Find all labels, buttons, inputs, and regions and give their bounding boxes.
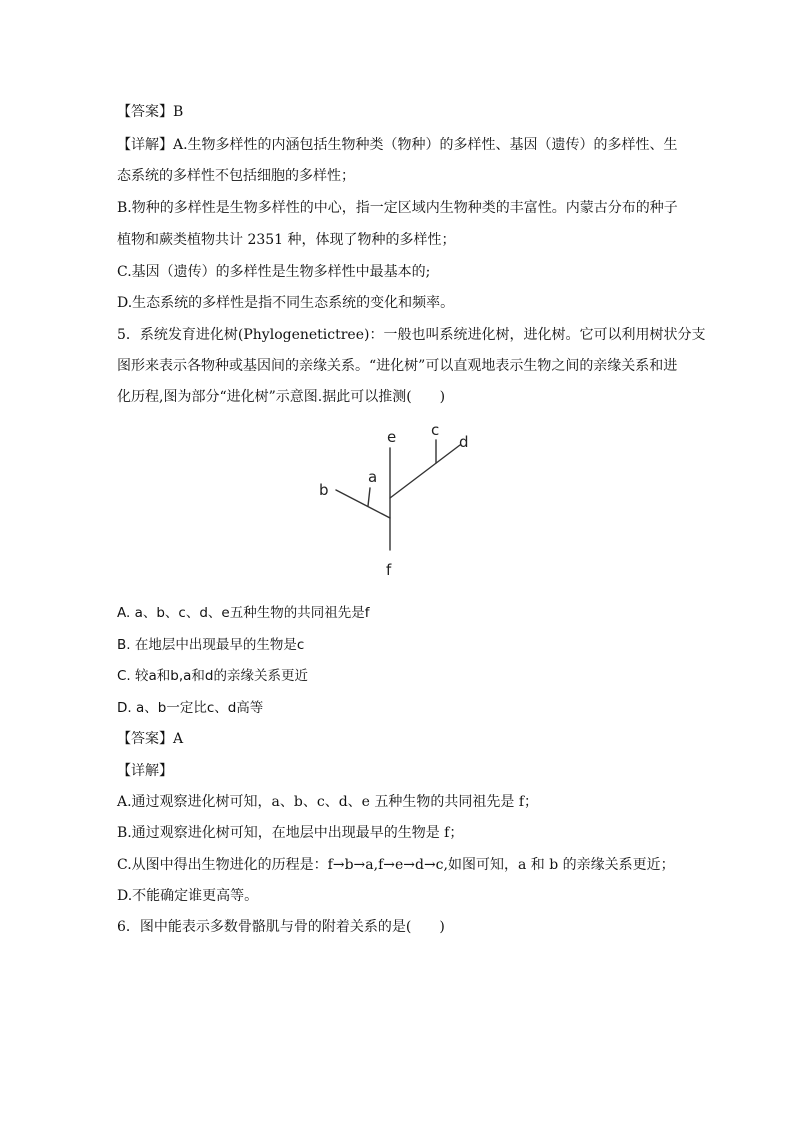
tree-label-a: a	[368, 468, 378, 486]
answer-label: 【答案】A	[117, 731, 184, 747]
option-d: D. a、b一定比c、d高等	[117, 700, 264, 716]
branch-d	[390, 445, 460, 498]
explanation-label: 【详解】	[117, 763, 173, 779]
explanation-line: 态系统的多样性不包括细胞的多样性；	[117, 168, 355, 184]
explanation-line: C.基因（遗传）的多样性是生物多样性中最基本的;	[117, 264, 431, 280]
option-c: C. 较a和b,a和d的亲缘关系更近	[117, 668, 308, 684]
explanation-line: 【详解】A.生物多样性的内涵包括生物种类（物种）的多样性、基因（遗传）的多样性、生	[117, 137, 678, 153]
tree-label-c: c	[431, 421, 440, 439]
option-a: A. a、b、c、d、e五种生物的共同祖先是f	[117, 605, 370, 621]
branch-b	[336, 490, 390, 518]
explanation-line: C.从图中得出生物进化的历程是：f→b→a,f→e→d→c,如图可知，a 和 b 的亲缘关系更近；	[117, 857, 675, 873]
explanation-line: A.通过观察进化树可知，a、b、c、d、e 五种生物的共同祖先是 f；	[117, 794, 539, 810]
tree-label-f: f	[386, 561, 392, 579]
explanation-line: 植物和蕨类植物共计 2351 种，体现了物种的多样性；	[117, 232, 456, 248]
question-5-text: 5．系统发育进化树(Phylogenetictree)：一般也叫系统进化树，进化树。它可以利用树状分支	[117, 327, 706, 343]
answer-label: 【答案】B	[117, 104, 184, 120]
branch-a	[368, 488, 370, 506]
explanation-line: B.物种的多样性是生物多样性的中心，指一定区域内生物种类的丰富性。内蒙古分布的种子	[117, 200, 678, 216]
tree-label-d: d	[459, 433, 469, 451]
evolution-tree-diagram	[300, 420, 490, 585]
option-b: B. 在地层中出现最早的生物是c	[117, 637, 305, 653]
explanation-line: D.不能确定谁更高等。	[117, 888, 259, 904]
question-5-text: 图形来表示各物种或基因间的亲缘关系。“进化树”可以直观地表示生物之间的亲缘关系和进	[117, 358, 678, 374]
tree-label-e: e	[387, 428, 397, 446]
tree-label-b: b	[319, 481, 329, 499]
question-5-text: 化历程,图为部分“进化树”示意图.据此可以推测( )	[117, 389, 446, 405]
question-6-text: 6．图中能表示多数骨骼肌与骨的附着关系的是( )	[117, 919, 445, 935]
explanation-line: D.生态系统的多样性是指不同生态系统的变化和频率。	[117, 295, 455, 311]
explanation-line: B.通过观察进化树可知，在地层中出现最早的生物是 f；	[117, 825, 464, 841]
